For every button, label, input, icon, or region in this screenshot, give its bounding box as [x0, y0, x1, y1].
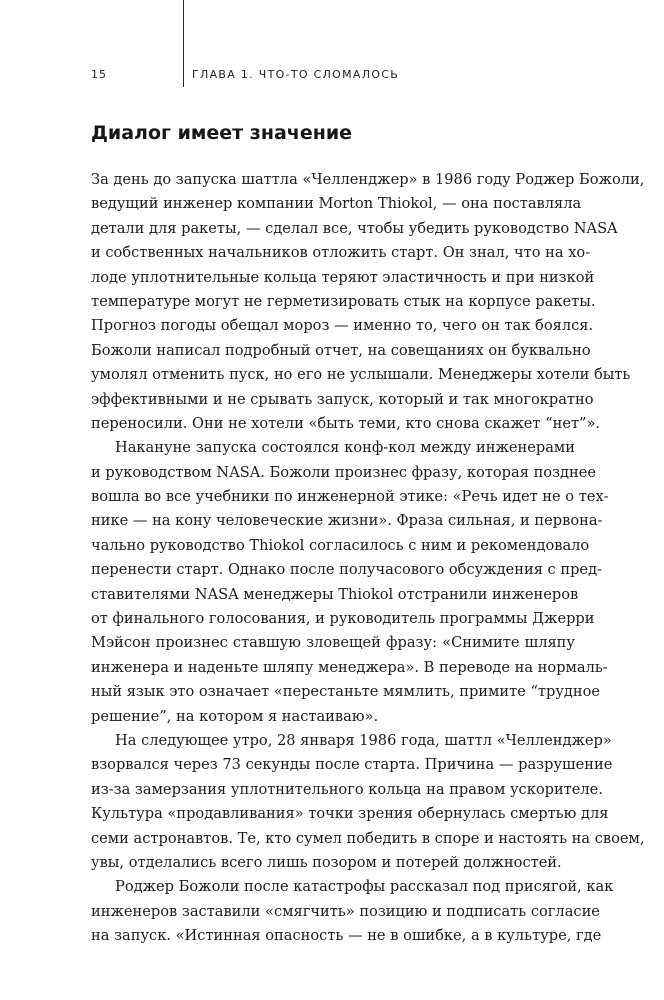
text-line: решение”, на котором я настаиваю».	[91, 707, 379, 725]
text-line: ведущий инженер компании Morton Thiokol, — она поставляла	[91, 195, 582, 213]
text-line: Роджер Божоли после катастрофы рассказал под присягой, как	[115, 878, 614, 896]
text-line: переносили. Они не хотели «быть теми, кто снова скажет “нет”».	[91, 414, 601, 432]
text-line: Мэйсон произнес ставшую зловещей фразу: «Снимите шляпу	[91, 634, 575, 652]
text-line: инженеров заставили «смягчить» позицию и подписать согласие	[91, 902, 600, 920]
text-line: Божоли написал подробный отчет, на совещаниях он буквально	[91, 341, 591, 359]
text-line: ставителями NASA менеджеры Thiokol отстранили инженеров	[91, 585, 579, 603]
paragraph	[91, 875, 614, 948]
text-line: На следующее утро, 28 января 1986 года, шаттл «Челленджер»	[115, 731, 612, 749]
text-line: и руководством NASA. Божоли произнес фразу, которая позднее	[91, 463, 597, 481]
text-line: от финального голосования, и руководитель программы Джерри	[91, 610, 595, 628]
text-line: За день до запуска шаттла «Челленджер» в 1986 году Роджер Божоли,	[91, 171, 645, 188]
text-line: на запуск. «Истинная опасность — не в ошибке, а в культуре, где	[91, 927, 602, 945]
text-line: чально руководство Thiokol согласилось с ним и рекомендовало	[91, 536, 590, 554]
text-line: из-за замерзания уплотнительного кольца на правом ускорителе.	[91, 780, 603, 798]
text-line: лоде уплотнительные кольца теряют эластичность и при низкой	[91, 268, 595, 286]
text-line: умолял отменить пуск, но его не услышали. Менеджеры хотели быть	[91, 366, 631, 384]
page-number: 15	[91, 68, 107, 81]
text-line: температуре могут не герметизировать стык на корпусе ракеты.	[91, 292, 596, 310]
text-line: вошла во все учебники по инженерной этике: «Речь идет не о тех-	[91, 488, 609, 506]
text-line: взорвался через 73 секунды после старта. Причина — разрушение	[91, 756, 613, 774]
text-line: Культура «продавливания» точки зрения обернулась смертью для	[91, 805, 609, 823]
paragraph	[91, 168, 645, 436]
text-line: инженера и наденьте шляпу менеджера». В переводе на нормаль-	[91, 658, 608, 676]
text-line: Накануне запуска состоялся конф-кол между инженерами	[115, 439, 575, 457]
text-line: семи астронавтов. Те, кто сумел победить в споре и настоять на своем,	[91, 829, 645, 847]
text-line: ный язык это означает «перестаньте мямлить, примите “трудное	[91, 683, 601, 701]
text-line: Прогноз погоды обещал мороз — именно то, чего он так боялся.	[91, 317, 594, 335]
text-line: и собственных начальников отложить старт. Он знал, что на хо-	[91, 244, 591, 262]
text-line: увы, отделались всего лишь позором и потерей должностей.	[91, 853, 562, 871]
text-line: эффективными и не срывать запуск, который и так многократно	[91, 390, 594, 408]
section-title: Диалог имеет значение	[91, 122, 353, 144]
text-line: нике — на кону человеческие жизни». Фраза сильная, и первона-	[91, 512, 603, 530]
text-line: детали для ракеты, — сделал все, чтобы убедить руководство NASA	[91, 219, 618, 237]
paragraph	[91, 436, 609, 729]
running-head: ГЛАВА 1. ЧТО-ТО СЛОМАЛОСЬ	[192, 68, 400, 81]
header-divider	[183, 0, 184, 87]
paragraph	[91, 729, 645, 875]
body-text	[91, 168, 645, 949]
text-line: перенести старт. Однако после получасового обсуждения с пред-	[91, 561, 602, 579]
